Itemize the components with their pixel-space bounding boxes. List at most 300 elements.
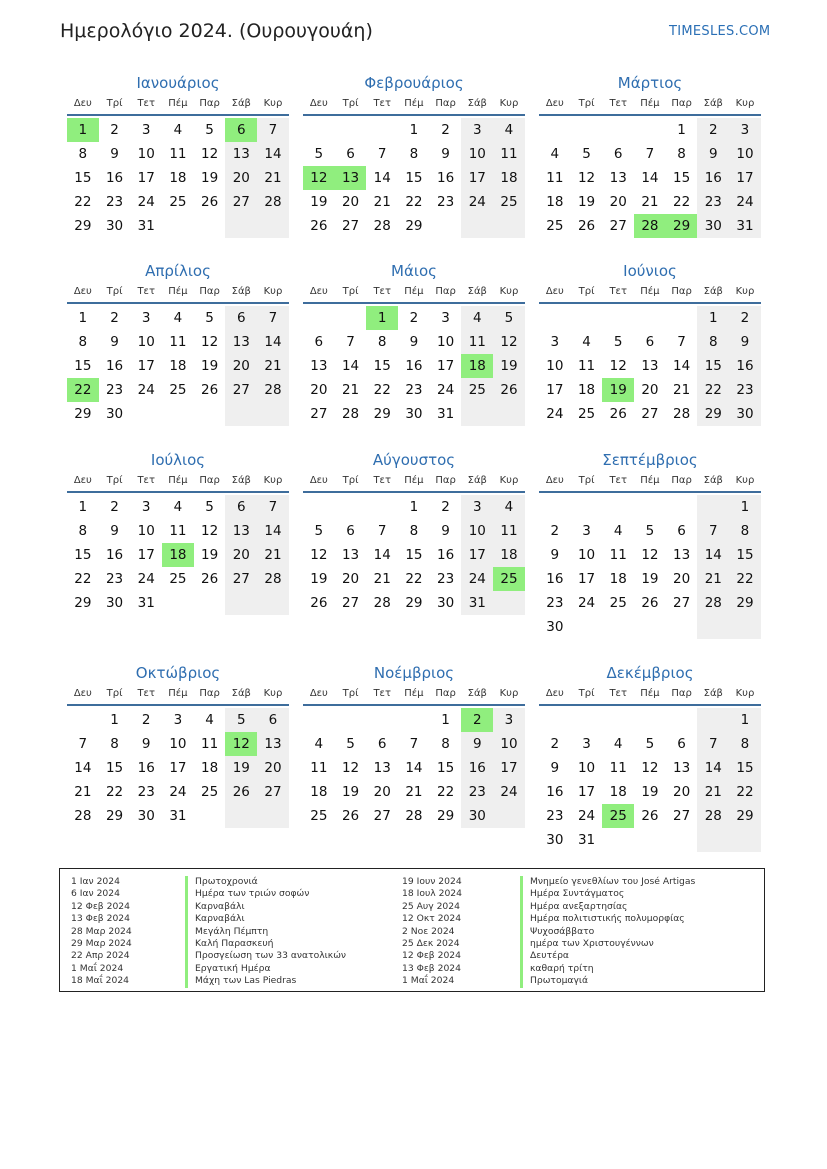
day-cell: 7 (377, 523, 387, 539)
day-cell: 16 (461, 756, 493, 780)
day-cell: 25 (169, 194, 187, 210)
day-cell: 27 (373, 808, 391, 824)
weekday-header (539, 471, 761, 493)
day-cell: 7 (697, 519, 729, 543)
day-cell: 14 (641, 170, 659, 186)
month-calendar (67, 662, 289, 828)
day-cell: 29 (666, 214, 698, 238)
legend-date: 13 Φεβ 2024 (71, 913, 130, 925)
weekday-header (67, 684, 289, 706)
day-cell: 27 (225, 378, 257, 402)
empty-cell (257, 402, 289, 426)
day-cell: 1 (78, 499, 88, 515)
day-cell: 30 (137, 808, 155, 824)
day-cell: 20 (673, 784, 691, 800)
day-cell: 29 (405, 595, 423, 611)
day-cell: 12 (201, 146, 219, 162)
weekday-label: Πέμ (168, 688, 188, 699)
legend-date: 29 Μαρ 2024 (71, 937, 132, 949)
day-cell: 23 (105, 571, 124, 587)
day-cell: 19 (641, 784, 659, 800)
empty-cell (571, 118, 603, 142)
day-cell: 27 (609, 218, 627, 234)
day-cell: 25 (602, 804, 634, 828)
day-cell: 6 (613, 146, 623, 162)
day-cell: 15 (405, 547, 423, 563)
day-cell: 24 (546, 406, 564, 422)
day-cell: 5 (225, 708, 257, 732)
day-cell: 7 (257, 118, 289, 142)
weekday-label: Σάβ (703, 475, 723, 486)
day-cell: 13 (335, 166, 367, 190)
day-cell: 15 (405, 170, 423, 186)
day-cell: 29 (74, 218, 92, 234)
day-cell: 26 (493, 378, 525, 402)
day-cell: 20 (310, 382, 328, 398)
day-cell: 13 (257, 732, 289, 756)
day-cell: 6 (346, 523, 355, 539)
day-cell: 3 (441, 310, 450, 326)
weekday-header (303, 94, 525, 116)
day-cell: 26 (201, 382, 219, 398)
day-cell: 17 (493, 756, 525, 780)
day-cell: 2 (110, 310, 119, 326)
day-cell: 13 (673, 547, 691, 563)
day-grid (67, 708, 289, 828)
day-cell: 26 (641, 808, 659, 824)
empty-cell (539, 708, 571, 732)
weekday-label: Δευ (73, 475, 92, 486)
day-cell: 27 (673, 808, 691, 824)
day-cell: 17 (137, 547, 155, 563)
empty-cell (430, 214, 462, 238)
weekday-label: Πέμ (404, 286, 424, 297)
day-cell: 8 (409, 523, 419, 539)
weekday-label: Κυρ (735, 98, 755, 109)
day-cell: 10 (729, 142, 761, 166)
day-grid (539, 708, 761, 852)
day-cell: 27 (341, 595, 360, 611)
day-cell: 17 (461, 166, 493, 190)
legend-holiday-name: Ημέρα Συντάγματος (520, 888, 695, 900)
weekday-label: Τρί (106, 286, 123, 297)
day-cell: 6 (645, 334, 655, 350)
weekday-label: Σάβ (467, 475, 487, 486)
empty-cell (634, 615, 666, 639)
empty-cell (666, 708, 698, 732)
day-cell: 23 (546, 808, 564, 824)
legend-holiday-name: Ημέρα των τριών σοφών (185, 888, 346, 900)
day-cell: 21 (373, 571, 391, 587)
weekday-label: Δευ (73, 688, 92, 699)
day-cell: 15 (74, 358, 92, 374)
day-cell: 4 (493, 495, 525, 519)
day-cell: 29 (729, 591, 761, 615)
weekday-header (303, 282, 525, 304)
empty-cell (666, 615, 698, 639)
month-calendar (539, 72, 761, 238)
day-cell: 2 (110, 122, 119, 138)
day-cell: 8 (729, 519, 761, 543)
weekday-label: Πέμ (168, 475, 188, 486)
weekday-label: Πέμ (404, 98, 424, 109)
day-cell: 9 (550, 760, 560, 776)
day-cell: 4 (461, 306, 493, 330)
day-cell: 3 (141, 122, 151, 138)
day-cell: 10 (577, 760, 596, 776)
legend-date: 22 Απρ 2024 (71, 950, 130, 962)
day-cell: 26 (201, 194, 219, 210)
day-cell: 10 (169, 736, 187, 752)
empty-cell (602, 615, 634, 639)
month-name: Ιούνιος (623, 262, 677, 280)
day-cell: 24 (137, 382, 155, 398)
day-cell: 11 (169, 334, 187, 350)
empty-cell (666, 306, 698, 330)
day-cell: 25 (609, 595, 627, 611)
weekday-label: Δευ (309, 98, 328, 109)
day-cell: 9 (141, 736, 151, 752)
day-cell: 8 (729, 732, 761, 756)
weekday-label: Τετ (373, 98, 391, 109)
day-grid (303, 118, 525, 238)
day-cell: 2 (409, 310, 419, 326)
day-cell: 17 (137, 170, 155, 186)
empty-cell (194, 214, 226, 238)
day-cell: 19 (201, 170, 219, 186)
day-cell: 22 (729, 567, 761, 591)
day-cell: 16 (105, 358, 124, 374)
month-calendar (303, 662, 525, 828)
day-cell: 5 (346, 736, 355, 752)
day-cell: 3 (582, 523, 591, 539)
day-cell: 26 (310, 218, 328, 234)
empty-cell (571, 306, 603, 330)
weekday-label: Παρ (671, 98, 692, 109)
day-cell: 19 (493, 354, 525, 378)
day-cell: 31 (137, 218, 155, 234)
day-cell: 12 (493, 330, 525, 354)
day-cell: 12 (201, 523, 219, 539)
day-cell: 10 (461, 519, 493, 543)
day-cell: 17 (546, 382, 564, 398)
day-cell: 28 (74, 808, 92, 824)
weekday-label: Δευ (545, 98, 564, 109)
day-cell: 4 (173, 122, 183, 138)
weekday-label: Κυρ (735, 475, 755, 486)
empty-cell (697, 828, 729, 852)
day-cell: 29 (405, 218, 423, 234)
day-cell: 25 (493, 190, 525, 214)
day-cell: 15 (105, 760, 124, 776)
day-cell: 21 (74, 784, 92, 800)
weekday-label: Δευ (309, 688, 328, 699)
day-cell: 8 (441, 736, 450, 752)
weekday-label: Τρί (106, 98, 123, 109)
legend-holiday-name: Καρναβάλι (185, 901, 346, 913)
day-cell: 21 (257, 354, 289, 378)
day-grid (303, 708, 525, 828)
day-cell: 21 (373, 194, 391, 210)
day-cell: 1 (366, 306, 398, 330)
weekday-label: Τετ (137, 475, 155, 486)
day-cell: 30 (697, 214, 729, 238)
day-cell: 5 (582, 146, 591, 162)
day-cell: 30 (437, 595, 455, 611)
day-cell: 16 (105, 547, 124, 563)
day-cell: 2 (441, 122, 450, 138)
day-cell: 23 (729, 378, 761, 402)
day-cell: 2 (441, 499, 450, 515)
weekday-label: Πέμ (404, 688, 424, 699)
weekday-label: Κυρ (263, 688, 283, 699)
day-cell: 29 (729, 804, 761, 828)
day-grid (67, 306, 289, 426)
day-cell: 23 (105, 382, 124, 398)
day-cell: 1 (677, 122, 686, 138)
site-link[interactable]: TIMESLES.COM (669, 24, 771, 39)
day-cell: 7 (78, 736, 88, 752)
day-cell: 3 (582, 736, 591, 752)
day-cell: 15 (373, 358, 391, 374)
day-cell: 22 (673, 194, 691, 210)
day-cell: 11 (609, 547, 627, 563)
weekday-label: Δευ (73, 98, 92, 109)
day-cell: 16 (105, 170, 124, 186)
day-cell: 13 (225, 330, 257, 354)
legend-date: 18 Μαΐ 2024 (71, 975, 130, 987)
day-cell: 7 (677, 334, 686, 350)
day-cell: 28 (697, 804, 729, 828)
day-cell: 17 (437, 358, 455, 374)
day-cell: 5 (205, 499, 214, 515)
day-cell: 5 (314, 523, 324, 539)
day-cell: 15 (729, 756, 761, 780)
day-cell: 8 (78, 146, 88, 162)
day-cell: 26 (225, 780, 257, 804)
weekday-label: Πέμ (640, 98, 660, 109)
day-cell: 30 (105, 406, 124, 422)
empty-cell (225, 591, 257, 615)
day-cell: 7 (257, 306, 289, 330)
day-cell: 15 (673, 170, 691, 186)
day-cell: 24 (577, 808, 596, 824)
day-cell: 1 (697, 306, 729, 330)
day-cell: 3 (550, 334, 560, 350)
page-title: Ημερολόγιο 2024. (Ουρουγουάη) (60, 20, 373, 42)
weekday-label: Σάβ (703, 286, 723, 297)
month-calendar (67, 260, 289, 426)
day-cell: 5 (493, 306, 525, 330)
empty-cell (257, 804, 289, 828)
day-cell: 29 (74, 595, 92, 611)
day-cell: 12 (641, 547, 659, 563)
weekday-label: Τετ (609, 475, 627, 486)
weekday-label: Σάβ (467, 286, 487, 297)
day-cell: 3 (461, 495, 493, 519)
day-cell: 18 (577, 382, 596, 398)
day-cell: 5 (205, 122, 214, 138)
day-cell: 23 (105, 194, 124, 210)
legend-holiday-name: Ημέρα πολιτιστικής πολυμορφίας (520, 913, 695, 925)
weekday-label: Παρ (435, 688, 456, 699)
day-cell: 7 (257, 495, 289, 519)
day-cell: 1 (110, 712, 119, 728)
day-cell: 20 (341, 194, 360, 210)
empty-cell (303, 708, 335, 732)
legend-holiday-name: Δευτέρα (520, 950, 695, 962)
day-cell: 12 (310, 547, 328, 563)
legend-date: 1 Μαΐ 2024 (402, 975, 455, 987)
month-calendar (539, 662, 761, 852)
day-cell: 10 (577, 547, 596, 563)
weekday-label: Σάβ (703, 98, 723, 109)
legend-holiday-name: Εργατική Ημέρα (185, 963, 346, 975)
empty-cell (366, 118, 398, 142)
day-cell: 9 (697, 142, 729, 166)
day-cell: 9 (110, 334, 119, 350)
weekday-label: Τετ (137, 688, 155, 699)
day-cell: 26 (641, 595, 659, 611)
day-cell: 3 (141, 499, 151, 515)
legend-dates-col-2 (402, 876, 462, 988)
day-cell: 24 (461, 567, 493, 591)
day-cell: 8 (677, 146, 686, 162)
day-cell: 21 (405, 784, 423, 800)
day-cell: 20 (673, 571, 691, 587)
day-cell: 20 (341, 571, 360, 587)
weekday-label: Πέμ (404, 475, 424, 486)
day-cell: 30 (546, 619, 564, 635)
weekday-label: Δευ (545, 286, 564, 297)
empty-cell (194, 591, 226, 615)
day-cell: 11 (169, 523, 187, 539)
day-cell: 18 (162, 543, 194, 567)
day-grid (67, 495, 289, 615)
weekday-label: Παρ (671, 286, 692, 297)
day-cell: 23 (405, 382, 423, 398)
day-cell: 11 (493, 142, 525, 166)
day-cell: 11 (169, 146, 187, 162)
empty-cell (602, 306, 634, 330)
day-cell: 31 (577, 832, 596, 848)
day-cell: 18 (461, 354, 493, 378)
day-cell: 22 (105, 784, 124, 800)
legend-date: 12 Οκτ 2024 (402, 913, 462, 925)
day-cell: 4 (314, 736, 324, 752)
day-cell: 13 (310, 358, 328, 374)
day-cell: 6 (225, 495, 257, 519)
legend-dates-col-1 (71, 876, 132, 988)
weekday-label: Τετ (609, 98, 627, 109)
legend-date: 1 Μαΐ 2024 (71, 962, 124, 974)
legend-date: 1 Ιαν 2024 (71, 876, 120, 887)
weekday-label: Παρ (435, 475, 456, 486)
day-cell: 5 (314, 146, 324, 162)
day-cell: 4 (173, 310, 183, 326)
day-cell: 8 (78, 334, 88, 350)
weekday-label: Κυρ (263, 286, 283, 297)
weekday-label: Παρ (435, 98, 456, 109)
empty-cell (335, 708, 367, 732)
empty-cell (461, 214, 493, 238)
day-cell: 1 (409, 499, 419, 515)
weekday-label: Κυρ (735, 286, 755, 297)
legend-date: 12 Φεβ 2024 (402, 950, 461, 962)
empty-cell (335, 495, 367, 519)
day-cell: 21 (341, 382, 360, 398)
empty-cell (571, 495, 603, 519)
day-cell: 28 (257, 567, 289, 591)
day-cell: 21 (257, 166, 289, 190)
day-cell: 16 (405, 358, 423, 374)
day-cell: 27 (310, 406, 328, 422)
legend-names-col-2 (520, 876, 695, 988)
weekday-label: Κυρ (499, 688, 519, 699)
weekday-label: Σάβ (231, 286, 251, 297)
day-cell: 28 (405, 808, 423, 824)
day-cell: 16 (437, 170, 455, 186)
weekday-label: Τρί (342, 98, 359, 109)
empty-cell (697, 708, 729, 732)
month-calendar (539, 260, 761, 426)
day-cell: 30 (405, 406, 423, 422)
day-cell: 27 (225, 567, 257, 591)
day-cell: 6 (346, 146, 355, 162)
day-cell: 7 (697, 732, 729, 756)
day-cell: 24 (437, 382, 455, 398)
empty-cell (67, 708, 99, 732)
day-cell: 30 (729, 402, 761, 426)
day-cell: 28 (634, 214, 666, 238)
day-cell: 17 (169, 760, 187, 776)
month-calendar (303, 449, 525, 615)
weekday-label: Σάβ (231, 98, 251, 109)
day-cell: 8 (377, 334, 387, 350)
weekday-header (67, 94, 289, 116)
legend-holiday-name: ημέρα των Χριστουγέννων (520, 938, 695, 950)
day-cell: 1 (67, 118, 99, 142)
day-cell: 14 (257, 330, 289, 354)
day-cell: 14 (341, 358, 360, 374)
month-name: Απρίλιος (145, 262, 211, 280)
weekday-label: Τρί (342, 286, 359, 297)
weekday-label: Τετ (373, 688, 391, 699)
weekday-label: Παρ (199, 475, 220, 486)
day-cell: 3 (173, 712, 183, 728)
empty-cell (194, 402, 226, 426)
empty-cell (162, 214, 194, 238)
empty-cell (257, 591, 289, 615)
day-cell: 20 (373, 784, 391, 800)
day-cell: 21 (697, 567, 729, 591)
empty-cell (303, 118, 335, 142)
empty-cell (539, 118, 571, 142)
empty-cell (366, 495, 398, 519)
empty-cell (303, 495, 335, 519)
day-cell: 28 (341, 406, 360, 422)
day-cell: 4 (613, 736, 623, 752)
holiday-legend (59, 868, 765, 992)
day-cell: 15 (74, 170, 92, 186)
empty-cell (162, 402, 194, 426)
day-cell: 25 (310, 808, 328, 824)
day-cell: 16 (546, 571, 564, 587)
day-cell: 26 (577, 218, 596, 234)
day-cell: 6 (377, 736, 387, 752)
month-name: Νοέμβριος (373, 664, 455, 682)
day-cell: 24 (461, 190, 493, 214)
